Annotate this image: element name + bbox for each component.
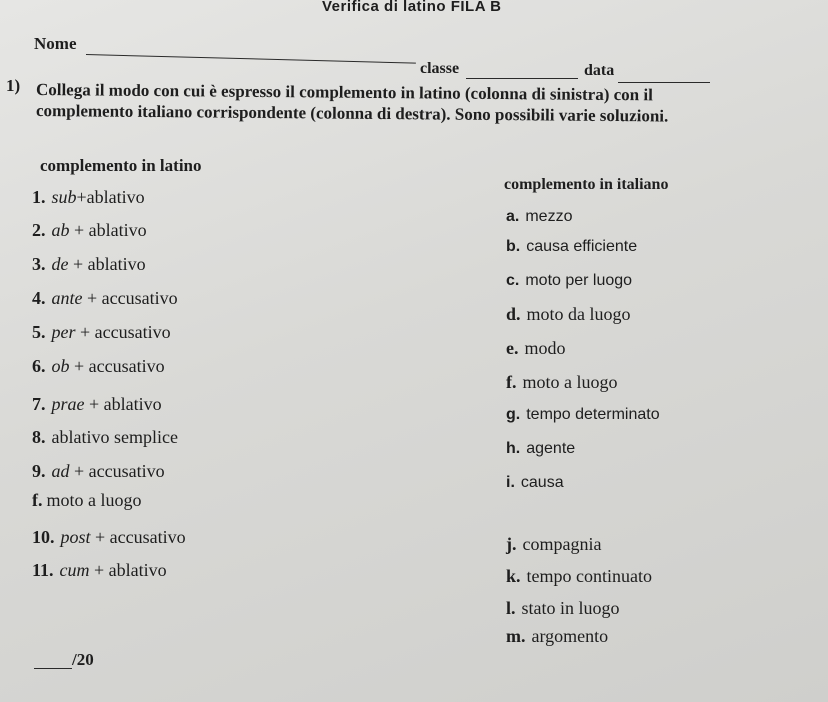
italian-item: g. tempo determinato [506,406,660,423]
italian-item: d. moto da luogo [506,304,631,324]
italian-item: c. moto per luogo [506,272,633,289]
italian-item: e. modo [506,338,566,358]
italian-item: h. agente [506,440,576,457]
latin-item: 3. de + ablativo [32,254,146,274]
score-field[interactable] [34,668,72,669]
italian-item: b. causa efficiente [506,238,638,255]
latin-item: 1. sub+ablativo [32,187,145,207]
italian-item: a. mezzo [506,208,573,225]
italian-item: k. tempo continuato [506,566,652,586]
instruction-line-2: complemento italiano corrispondente (colonna di destra). Sono possibili varie soluzioni. [35,101,669,126]
instruction-line-1: Collega il modo con cui è espresso il complemento in latino (colonna di sinistra) con il [35,80,653,105]
latin-item: 8. ablativo semplice [32,427,178,447]
latin-item: 5. per + accusativo [32,322,171,342]
latin-item: 11. cum + ablativo [32,560,167,580]
nome-field[interactable] [86,54,416,64]
classe-label-text: classe [420,60,460,77]
nome-label: Nome [34,34,77,53]
data-field[interactable] [618,82,710,83]
italian-item: j. compagnia [506,534,602,554]
right-column-header: complemento in italiano [504,176,669,193]
latin-item: 2. ab + ablativo [32,220,147,240]
latin-item: 9. ad + accusativo [32,461,165,481]
italian-item: m. argomento [506,626,609,646]
classe-field[interactable] [466,78,578,79]
exercise-number: 1) [6,76,21,95]
latin-item: f. moto a luogo [32,490,142,510]
italian-item: i. causa [506,474,564,491]
left-column-header: complemento in latino [40,156,202,175]
page-title: Verifica di latino FILA B [322,0,502,15]
italian-item: f. moto a luogo [506,372,618,392]
latin-item: 10. post + accusativo [32,527,186,547]
score-total: /20 [72,650,94,669]
data-label: data [584,62,615,79]
italian-item: l. stato in luogo [506,598,620,618]
latin-item: 7. prae + ablativo [32,394,162,414]
latin-item: 6. ob + accusativo [32,356,165,376]
latin-item: 4. ante + accusativo [32,288,178,308]
